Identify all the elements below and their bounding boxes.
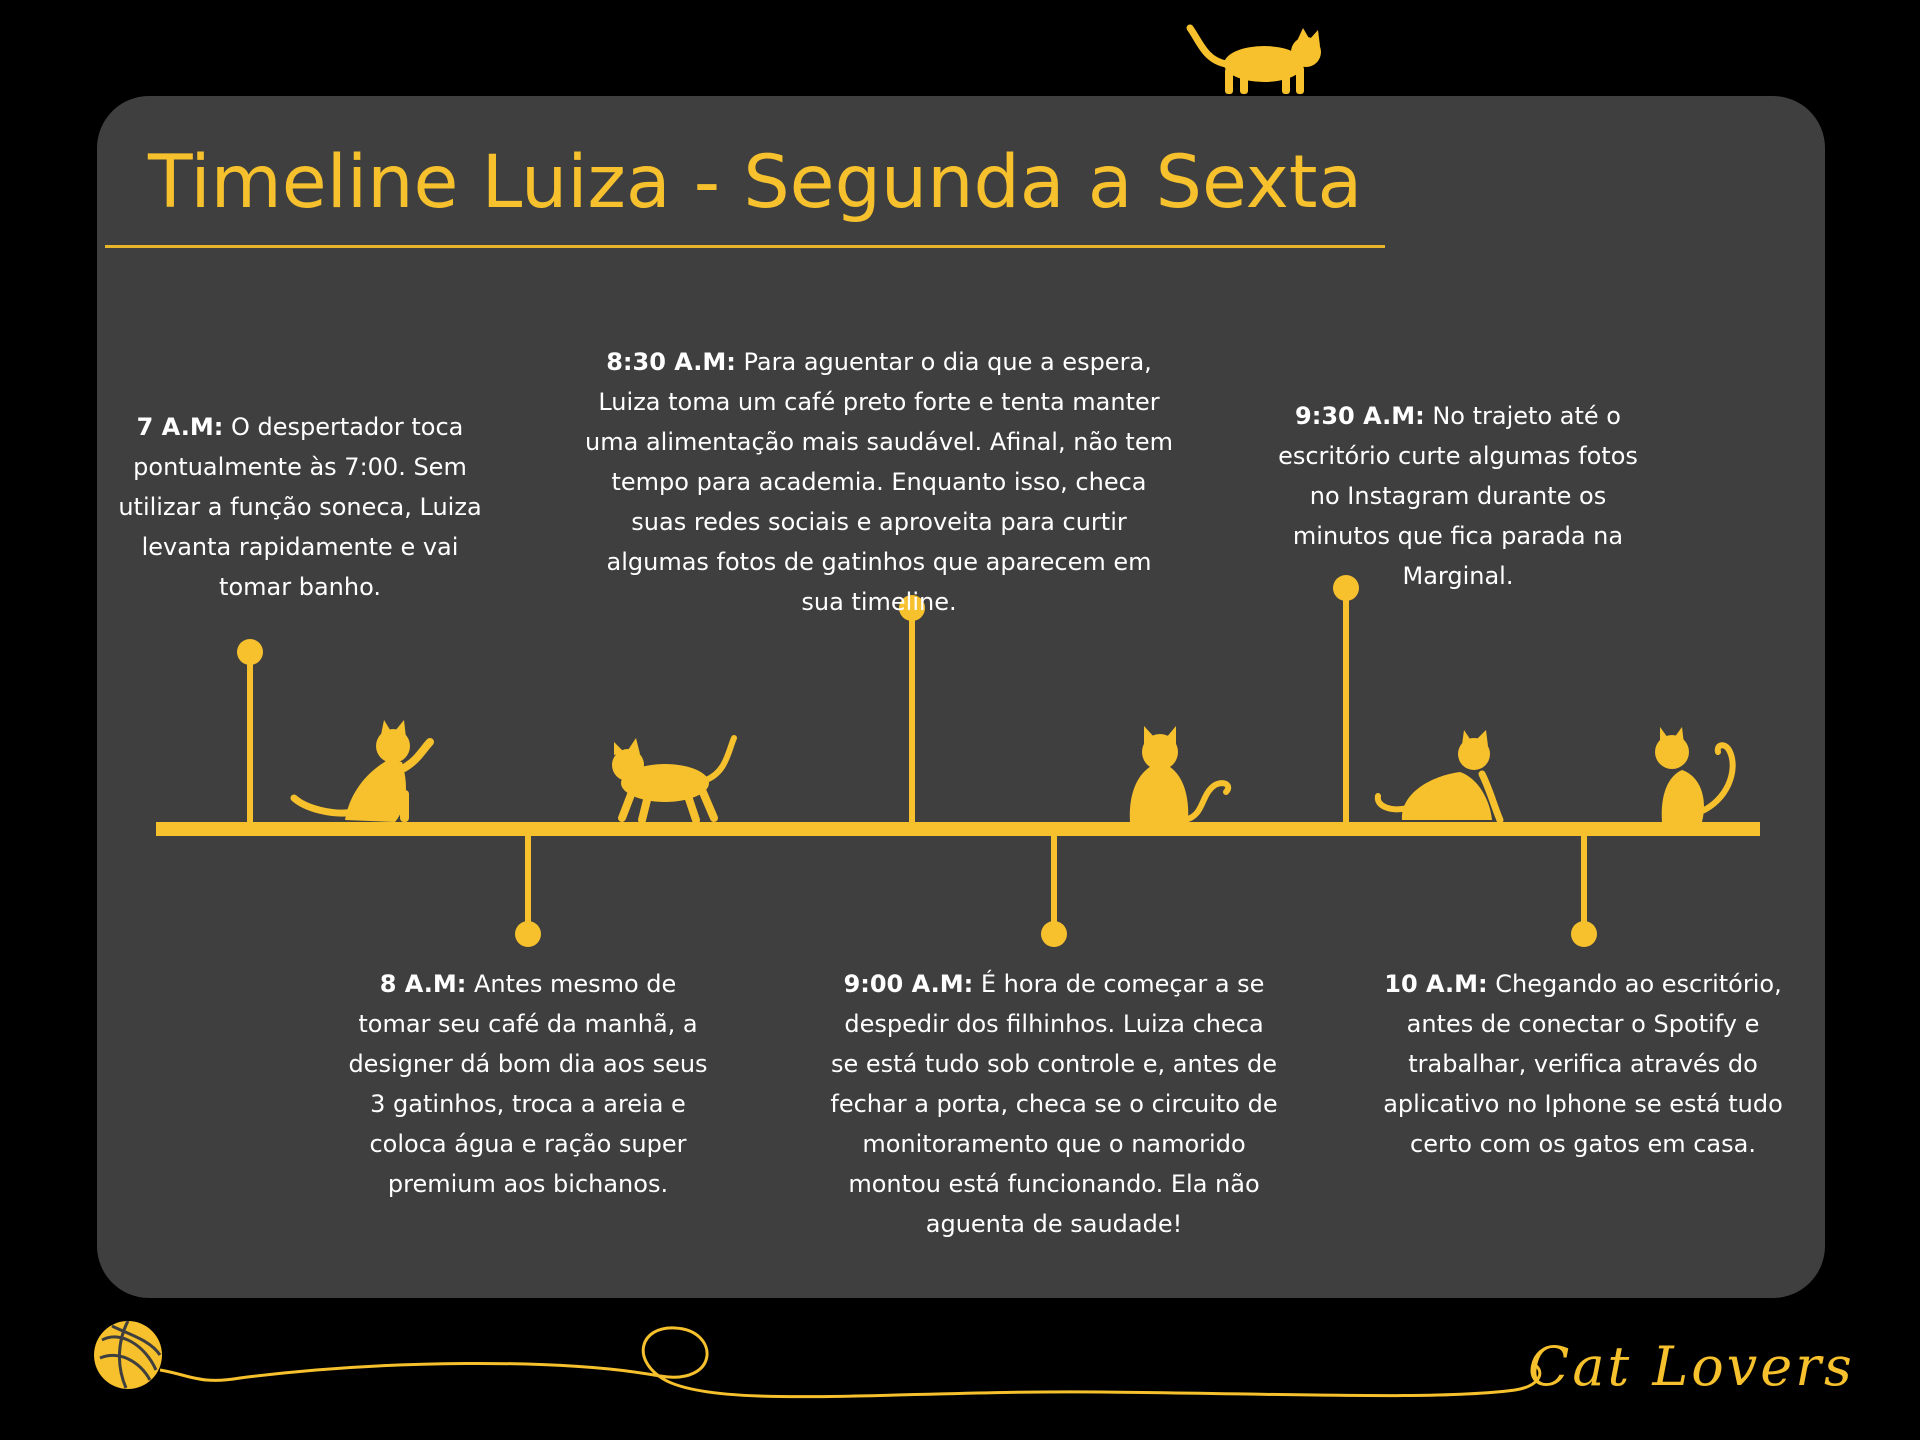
walking-cat-icon xyxy=(612,738,734,820)
event-text: Chegando ao escritório, antes de conectar o Spotify e trabalhar, verifica através do aplicativo no Iphone se está tudo certo com os gatos em casa. xyxy=(1383,970,1783,1158)
yarn-thread xyxy=(160,1328,1540,1397)
event-text: O despertador toca pontualmente às 7:00. Sem utilizar a função soneca, Luiza levanta rapidamente e vai tomar banho. xyxy=(118,413,482,601)
page-title: Timeline Luiza - Segunda a Sexta xyxy=(148,140,1363,225)
playing-cat-icon xyxy=(294,720,430,822)
pin-7am xyxy=(237,639,263,824)
timeline-bar xyxy=(156,822,1760,836)
event-930am xyxy=(1270,396,1646,596)
event-time: 9:00 A.M: xyxy=(843,970,974,998)
pin-9am xyxy=(1041,834,1067,947)
event-time: 8:30 A.M: xyxy=(606,348,736,376)
pin-830am xyxy=(899,595,925,824)
sitting-side-cat-icon xyxy=(1655,727,1733,822)
event-9am xyxy=(828,964,1280,1244)
event-830am xyxy=(582,342,1176,622)
event-time: 10 A.M: xyxy=(1384,970,1488,998)
event-text: É hora de começar a se despedir dos filhinhos. Luiza checa se está tudo sob controle e, antes de fechar a porta, checa se o circuito de monitoramento que o namorido montou está funcionando. Ela não aguenta de saudade! xyxy=(830,970,1278,1238)
event-7am xyxy=(110,407,490,607)
event-time: 8 A.M: xyxy=(379,970,467,998)
pin-930am xyxy=(1333,575,1359,824)
crouching-cat-icon xyxy=(1378,730,1500,820)
walking-cat-top-icon xyxy=(1190,28,1321,94)
pin-10am xyxy=(1571,834,1597,947)
event-text: No trajeto até o escritório curte algumas fotos no Instagram durante os minutos que fica parada na Marginal. xyxy=(1278,402,1638,590)
event-8am xyxy=(345,964,711,1204)
yarn-ball-icon xyxy=(94,1321,162,1389)
pin-8am xyxy=(515,834,541,947)
sitting-cat-icon xyxy=(1130,726,1228,822)
event-text: Para aguentar o dia que a espera, Luiza toma um café preto forte e tenta manter uma alimentação mais saudável. Afinal, não tem tempo para academia. Enquanto isso, checa suas redes sociais e aproveita para curtir algumas fotos de gatinhos que aparecem em sua timeline. xyxy=(585,348,1173,616)
event-time: 9:30 A.M: xyxy=(1295,402,1425,430)
event-text: Antes mesmo de tomar seu café da manhã, a designer dá bom dia aos seus 3 gatinhos, troca a areia e coloca água e ração super premium aos bichanos. xyxy=(348,970,708,1198)
event-10am xyxy=(1370,964,1796,1164)
cat-lovers-signature: Cat Lovers xyxy=(1528,1335,1855,1398)
event-time: 7 A.M: xyxy=(136,413,224,441)
